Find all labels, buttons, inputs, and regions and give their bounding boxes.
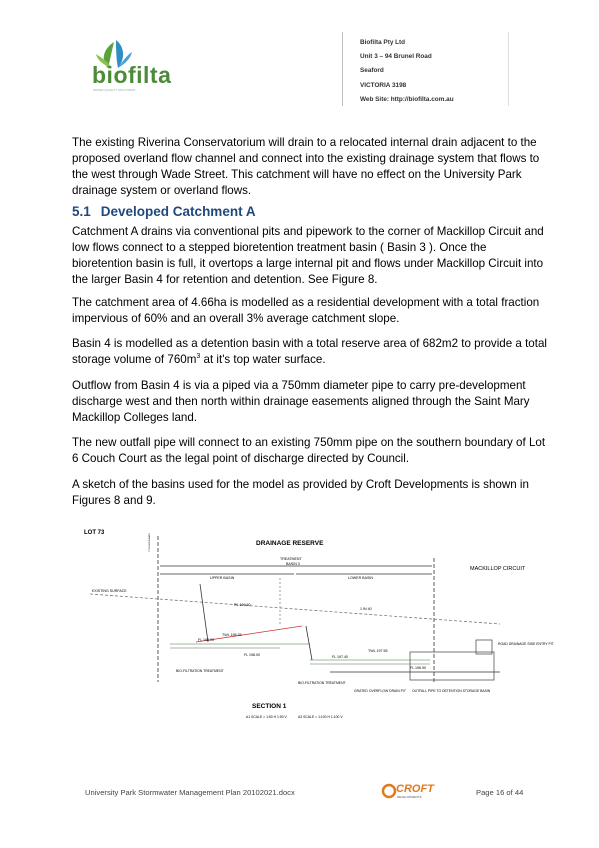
address-line-3: VICTORIA 3198 bbox=[360, 81, 407, 89]
label-bio-lower: BIO-FILTRATION TREATMENT bbox=[298, 681, 346, 685]
croft-wordmark: CROFT bbox=[396, 783, 434, 795]
croft-swirl-icon bbox=[382, 784, 396, 798]
label-mackillop-circuit: MACKILLOP CIRCUIT bbox=[470, 566, 526, 572]
label-rl: RL 199.60 bbox=[234, 603, 251, 607]
basin-section-sketch bbox=[80, 522, 554, 727]
company-website[interactable]: Web Site: http://biofilta.com.au bbox=[360, 95, 454, 103]
paragraph-sketch: A sketch of the basins used for the model as provided by Croft Developments is shown in Figures 8 and 9. bbox=[72, 478, 529, 507]
address-line-2: Seaford bbox=[360, 67, 384, 75]
label-existing-surface: EXISTING SURFACE bbox=[92, 589, 127, 593]
label-treatment: TREATMENT bbox=[280, 557, 302, 561]
label-grated-pit: GRATED OVERFLOW DRAIN PIT bbox=[354, 689, 406, 693]
company-info bbox=[360, 36, 454, 107]
label-basin: BASIN 3 bbox=[286, 562, 300, 566]
paragraph-outflow: Outflow from Basin 4 is via a piped via a 750mm diameter pipe to carry pre-development discharge west and then north within drainage easements aligned through the Saint Mary Mackillop Colleges land. bbox=[72, 379, 530, 424]
label-fl-1: FL 198.00 bbox=[198, 638, 215, 642]
logo-wordmark: biofilta bbox=[92, 62, 172, 88]
paragraph-basin4: Basin 4 is modelled as a detention basin with a total reserve area of 682m2 to provide a total storage volume of $760m^3$ at it's top water surface. bbox=[72, 337, 547, 366]
paragraph-outfall: The new outfall pipe will connect to an existing 750mm pipe on the southern boundary of Lot 6 Couch Court as the legal point of discharge directed by Council. bbox=[72, 436, 546, 465]
paragraph-catchment: Catchment A drains via conventional pits and pipework to the corner of Mackillop Circuit and low flows connect to a stepped bioretention treatment basin ( Basin 3 ). Once the bioretention basin is full, it overtops a large internal pit and flows under Mackillop Circuit into the larger Basin 4 for retention and detention. See Figure 8. bbox=[72, 225, 544, 286]
label-lot: LOT 73 bbox=[84, 530, 105, 536]
section-title: Developed Catchment A bbox=[100, 204, 256, 219]
superscript: 3 bbox=[196, 353, 201, 361]
footer-page-number: Page 16 of 44 bbox=[476, 788, 524, 797]
label-scale-a3: A3 SCALE = 1:100 H 1:100 V bbox=[298, 715, 343, 719]
label-scale-a1: A1 SCALE = 1:50 H 1:50 V bbox=[246, 715, 287, 719]
label-fl-4: FL 196.90 bbox=[410, 666, 427, 670]
label-fl-3: FL 197.40 bbox=[332, 655, 349, 659]
label-upper-basin: UPPER BASIN bbox=[210, 576, 235, 580]
label-drainage-reserve: DRAINAGE RESERVE bbox=[256, 540, 324, 547]
section-heading bbox=[72, 204, 256, 219]
section-number: 5.1 bbox=[72, 204, 91, 219]
intro-paragraph: The existing Riverina Conservatorium will drain to a relocated internal drain adjacent to the proposed overland flow channel and connect into the existing drainage system that flows to the west through Wade Street. This catchment will have no effect on the University Park drainage system or overland flows. bbox=[72, 136, 540, 197]
croft-tagline: DEVELOPMENTS bbox=[397, 795, 422, 799]
croft-logo bbox=[382, 782, 444, 802]
label-road-pit: ROAD DRAINAGE SIDE ENTRY PIT bbox=[498, 642, 554, 646]
logo-tagline: WATER QUALITY SOLUTIONS bbox=[93, 88, 136, 92]
company-name: Biofilta Pty Ltd bbox=[360, 39, 406, 46]
label-twl-lower: TWL 197.55 bbox=[368, 649, 388, 653]
label-section: SECTION 1 bbox=[252, 703, 287, 710]
label-fl-2: FL 198.00 bbox=[244, 653, 261, 657]
address-line-1: Unit 3 – 94 Brunel Road bbox=[360, 53, 432, 61]
label-bio-upper: BIO-FILTRATION TREATMENT bbox=[176, 669, 224, 673]
label-twl-upper: TWL 198.25 bbox=[222, 633, 242, 637]
footer-document-name: University Park Stormwater Management Plan 20102021.docx bbox=[85, 788, 295, 797]
label-title-boundary: TITLE BOUNDARY bbox=[149, 533, 151, 552]
header-divider bbox=[342, 32, 343, 106]
label-grade: 1 IN 40 bbox=[360, 607, 372, 611]
header-divider-right bbox=[508, 32, 509, 106]
label-lower-basin: LOWER BASIN bbox=[348, 576, 373, 580]
label-outfall-pipe: OUTFALL PIPE TO DETENTION STORAGE BASIN bbox=[412, 689, 491, 693]
paragraph-area: The catchment area of 4.66ha is modelled as a residential development with a total fraction impervious of 60% and an overall 3% average catchment slope. bbox=[72, 296, 540, 325]
